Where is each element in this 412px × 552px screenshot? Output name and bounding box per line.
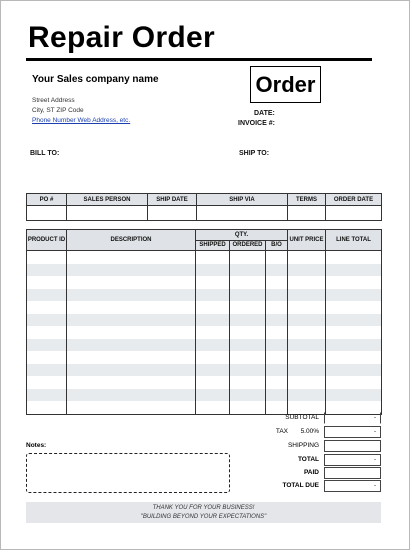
- line-item-cell[interactable]: [288, 364, 326, 377]
- line-item-cell[interactable]: [288, 389, 326, 402]
- line-item-cell[interactable]: [196, 376, 230, 389]
- total-due-label: TOTAL DUE: [282, 482, 319, 489]
- line-item-cell[interactable]: [230, 289, 266, 302]
- tax-value: -: [324, 426, 381, 438]
- line-item-cell[interactable]: [196, 251, 230, 264]
- line-item-cell[interactable]: [27, 289, 67, 302]
- line-item-cell[interactable]: [326, 276, 382, 289]
- line-items-table: [26, 229, 382, 415]
- shipping-value[interactable]: [324, 440, 381, 452]
- po-cell[interactable]: [27, 206, 67, 221]
- line-item-cell[interactable]: [326, 351, 382, 364]
- line-item-cell[interactable]: [196, 351, 230, 364]
- shipping-label: SHIPPING: [287, 442, 319, 449]
- table-row: [27, 289, 382, 302]
- line-item-cell[interactable]: [266, 264, 288, 277]
- paid-value[interactable]: [324, 467, 381, 479]
- line-item-cell[interactable]: [27, 326, 67, 339]
- line-item-cell[interactable]: [266, 376, 288, 389]
- line-item-cell[interactable]: [230, 401, 266, 414]
- line-item-cell[interactable]: [266, 389, 288, 402]
- city-state-zip: City, ST ZIP Code: [32, 107, 84, 114]
- line-item-cell[interactable]: [266, 351, 288, 364]
- product-id-header: PRODUCT ID: [27, 230, 67, 251]
- line-item-cell[interactable]: [326, 339, 382, 352]
- line-item-cell[interactable]: [230, 351, 266, 364]
- ordered-header: ORDERED: [230, 240, 266, 251]
- line-item-cell[interactable]: [67, 339, 196, 352]
- line-item-cell[interactable]: [266, 339, 288, 352]
- line-item-cell[interactable]: [67, 351, 196, 364]
- line-item-cell[interactable]: [67, 326, 196, 339]
- shipped-header: SHIPPED: [196, 240, 230, 251]
- line-item-cell[interactable]: [288, 376, 326, 389]
- date-label: DATE:: [254, 110, 275, 117]
- line-item-cell[interactable]: [230, 314, 266, 327]
- table-row: [27, 339, 382, 352]
- line-item-cell[interactable]: [196, 326, 230, 339]
- order-date-header: ORDER DATE: [326, 194, 382, 206]
- contact-link[interactable]: Phone Number Web Address, etc.: [32, 117, 131, 124]
- line-item-cell[interactable]: [27, 401, 67, 414]
- line-item-cell[interactable]: [326, 251, 382, 264]
- qty-header: QTY.: [196, 230, 288, 241]
- line-item-cell[interactable]: [67, 376, 196, 389]
- tax-rate[interactable]: 5.00%: [300, 428, 319, 435]
- notes-label: Notes:: [26, 442, 47, 449]
- line-item-cell[interactable]: [230, 339, 266, 352]
- line-item-cell[interactable]: [27, 364, 67, 377]
- line-item-cell[interactable]: [288, 314, 326, 327]
- table-row: [27, 389, 382, 402]
- line-item-cell[interactable]: [326, 289, 382, 302]
- line-item-cell[interactable]: [288, 251, 326, 264]
- terms-cell[interactable]: [288, 206, 326, 221]
- company-name: Your Sales company name: [32, 74, 159, 85]
- line-item-cell[interactable]: [266, 314, 288, 327]
- line-item-cell[interactable]: [266, 326, 288, 339]
- line-item-cell[interactable]: [230, 389, 266, 402]
- line-item-cell[interactable]: [230, 251, 266, 264]
- line-item-cell[interactable]: [326, 376, 382, 389]
- ship-to-label: SHIP TO:: [239, 150, 270, 157]
- line-item-cell[interactable]: [196, 289, 230, 302]
- invoice-label: INVOICE #:: [238, 120, 275, 127]
- line-item-cell[interactable]: [230, 264, 266, 277]
- line-item-cell[interactable]: [27, 251, 67, 264]
- line-item-cell[interactable]: [266, 401, 288, 414]
- line-item-cell[interactable]: [230, 376, 266, 389]
- line-item-cell[interactable]: [67, 364, 196, 377]
- ship-date-cell[interactable]: [148, 206, 197, 221]
- street-address: Street Address: [32, 97, 75, 104]
- line-item-cell[interactable]: [266, 301, 288, 314]
- line-item-cell[interactable]: [288, 301, 326, 314]
- tax-label: TAX: [275, 428, 288, 435]
- footer-slogan: "BUILDING BEYOND YOUR EXPECTATIONS": [140, 513, 267, 520]
- ship-via-cell[interactable]: [197, 206, 288, 221]
- line-item-cell[interactable]: [67, 289, 196, 302]
- line-item-cell[interactable]: [27, 314, 67, 327]
- line-item-cell[interactable]: [27, 389, 67, 402]
- terms-header: TERMS: [288, 194, 326, 206]
- line-item-cell[interactable]: [288, 339, 326, 352]
- order-date-cell[interactable]: [326, 206, 382, 221]
- sales-person-cell[interactable]: [67, 206, 148, 221]
- line-item-cell[interactable]: [326, 301, 382, 314]
- line-item-cell[interactable]: [288, 289, 326, 302]
- line-item-cell[interactable]: [326, 314, 382, 327]
- line-item-cell[interactable]: [196, 364, 230, 377]
- page-title: Repair Order: [28, 21, 215, 54]
- line-item-cell[interactable]: [288, 401, 326, 414]
- bo-header: B/O: [266, 240, 288, 251]
- notes-field[interactable]: [26, 453, 230, 493]
- line-item-cell[interactable]: [27, 339, 67, 352]
- line-item-cell[interactable]: [326, 264, 382, 277]
- line-item-cell[interactable]: [67, 301, 196, 314]
- line-item-cell[interactable]: [67, 276, 196, 289]
- line-item-cell[interactable]: [230, 326, 266, 339]
- line-item-cell[interactable]: [266, 251, 288, 264]
- line-item-cell[interactable]: [196, 389, 230, 402]
- po-table: [26, 193, 382, 221]
- line-total-header: LINE TOTAL: [326, 230, 382, 251]
- line-item-cell[interactable]: [67, 401, 196, 414]
- line-item-cell[interactable]: [67, 314, 196, 327]
- line-item-cell[interactable]: [230, 276, 266, 289]
- table-row: [27, 376, 382, 389]
- line-item-cell[interactable]: [230, 364, 266, 377]
- table-row: [27, 264, 382, 277]
- line-item-cell[interactable]: [266, 289, 288, 302]
- footer-thanks: THANK YOU FOR YOUR BUSINESS!: [152, 505, 255, 511]
- line-item-cell[interactable]: [27, 376, 67, 389]
- line-item-cell[interactable]: [27, 351, 67, 364]
- table-row: [27, 351, 382, 364]
- line-item-cell[interactable]: [266, 364, 288, 377]
- table-row: [27, 251, 382, 264]
- paid-label: PAID: [303, 469, 319, 476]
- line-item-cell[interactable]: [196, 339, 230, 352]
- line-item-cell[interactable]: [266, 276, 288, 289]
- line-item-cell[interactable]: [196, 301, 230, 314]
- table-row: [27, 301, 382, 314]
- ship-date-header: SHIP DATE: [148, 194, 197, 206]
- line-item-cell[interactable]: [196, 276, 230, 289]
- po-header: PO #: [27, 194, 67, 206]
- table-row: [27, 364, 382, 377]
- footer-banner: [26, 502, 381, 523]
- line-item-cell[interactable]: [67, 251, 196, 264]
- line-item-cell[interactable]: [288, 276, 326, 289]
- total-due-value: -: [324, 480, 381, 492]
- line-item-cell[interactable]: [230, 301, 266, 314]
- order-badge: Order: [250, 66, 321, 103]
- line-item-cell[interactable]: [326, 389, 382, 402]
- line-item-cell[interactable]: [196, 401, 230, 414]
- total-value: -: [324, 454, 381, 466]
- total-label: TOTAL: [297, 456, 319, 463]
- table-row: [27, 326, 382, 339]
- subtotal-value: -: [324, 412, 381, 424]
- line-item-cell[interactable]: [288, 326, 326, 339]
- line-item-cell[interactable]: [67, 389, 196, 402]
- line-item-cell[interactable]: [27, 276, 67, 289]
- line-item-cell[interactable]: [326, 364, 382, 377]
- line-item-cell[interactable]: [288, 351, 326, 364]
- description-header: DESCRIPTION: [67, 230, 196, 251]
- sales-person-header: SALES PERSON: [67, 194, 148, 206]
- bill-to-label: BILL TO:: [30, 150, 60, 157]
- line-item-cell[interactable]: [27, 264, 67, 277]
- line-item-cell[interactable]: [288, 264, 326, 277]
- unit-price-header: UNIT PRICE: [288, 230, 326, 251]
- table-row: [27, 314, 382, 327]
- title-divider: [26, 58, 372, 61]
- subtotal-label: SUBTOTAL: [285, 414, 319, 421]
- ship-via-header: SHIP VIA: [197, 194, 288, 206]
- line-item-cell[interactable]: [196, 314, 230, 327]
- table-row: [27, 276, 382, 289]
- line-item-cell[interactable]: [27, 301, 67, 314]
- line-item-cell[interactable]: [67, 264, 196, 277]
- line-item-cell[interactable]: [196, 264, 230, 277]
- line-item-cell[interactable]: [326, 326, 382, 339]
